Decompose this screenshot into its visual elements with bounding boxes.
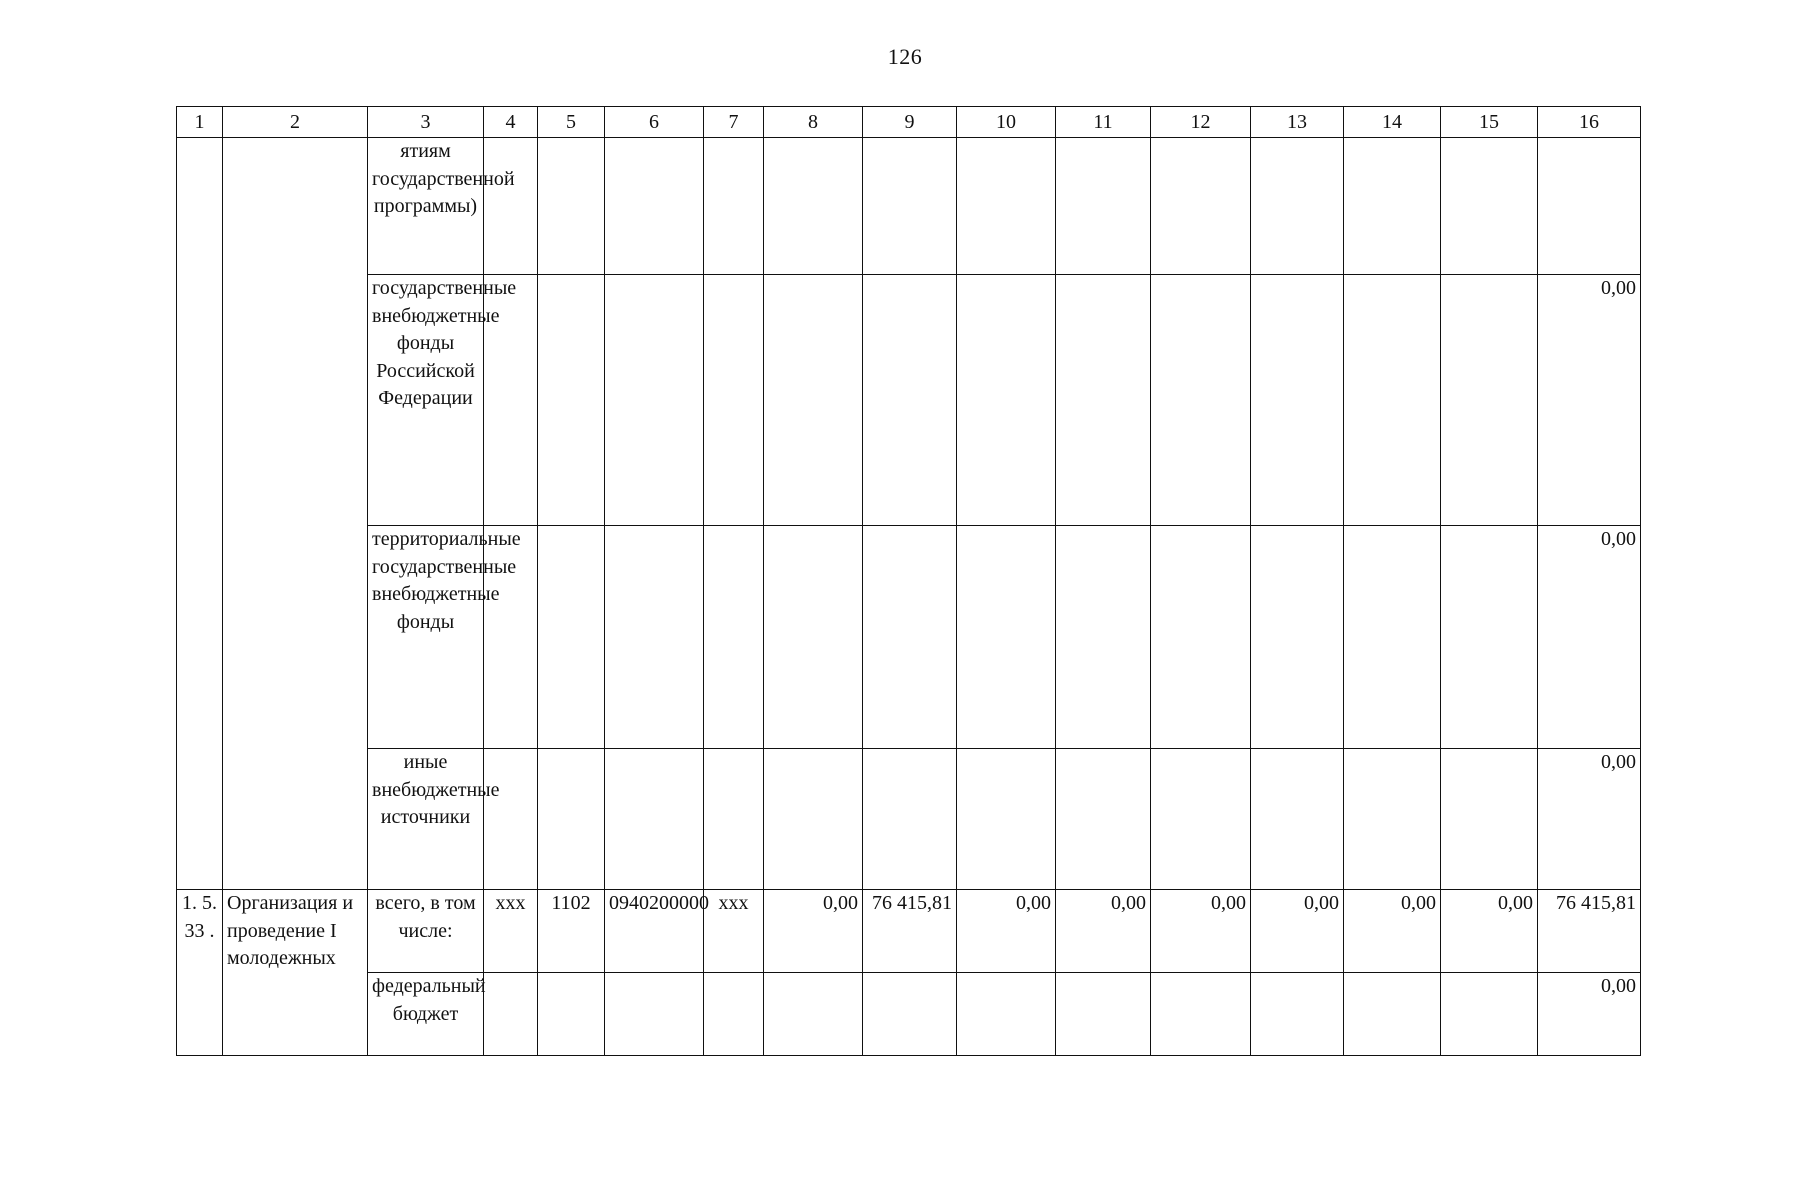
code-cell: 0940200000 [605, 890, 704, 973]
value-cell [1344, 749, 1441, 890]
value-cell: 0,00 [1151, 890, 1251, 973]
value-cell [1151, 749, 1251, 890]
value-cell [863, 749, 957, 890]
value-cell [484, 138, 538, 275]
budget-table [176, 106, 1641, 1056]
value-cell [538, 749, 605, 890]
value-cell [1151, 526, 1251, 749]
value-cell [538, 275, 605, 526]
value-cell [1344, 138, 1441, 275]
header-cell: 5 [538, 107, 605, 138]
value-cell [957, 138, 1056, 275]
value-cell: 0,00 [1441, 890, 1538, 973]
value-cell [538, 138, 605, 275]
value-cell [1441, 749, 1538, 890]
value-cell [1251, 275, 1344, 526]
value-cell [863, 138, 957, 275]
header-cell: 2 [223, 107, 368, 138]
header-cell: 14 [1344, 107, 1441, 138]
value-cell [957, 749, 1056, 890]
value-cell [1251, 749, 1344, 890]
header-cell: 1 [177, 107, 223, 138]
value-cell [1441, 275, 1538, 526]
code-cell: 1102 [538, 890, 605, 973]
total-cell: 0,00 [1538, 973, 1641, 1056]
table-row [177, 890, 1641, 973]
value-cell [957, 973, 1056, 1056]
value-cell: 76 415,81 [863, 890, 957, 973]
value-cell [764, 275, 863, 526]
value-cell [1056, 138, 1151, 275]
value-cell [764, 526, 863, 749]
row-number-cell [177, 138, 223, 890]
value-cell [704, 275, 764, 526]
table-row [177, 973, 1641, 1056]
funding-source-cell: территориальные государственные внебюджетные фонды [368, 526, 484, 749]
value-cell [1441, 526, 1538, 749]
value-cell [957, 275, 1056, 526]
value-cell [1151, 275, 1251, 526]
value-cell [1056, 749, 1151, 890]
item-name-cell [223, 138, 368, 890]
funding-source-cell: иные внебюджетные источники [368, 749, 484, 890]
value-cell: 0,00 [764, 890, 863, 973]
funding-source-cell: федеральный бюджет [368, 973, 484, 1056]
value-cell [1251, 138, 1344, 275]
header-cell: 10 [957, 107, 1056, 138]
header-cell: 9 [863, 107, 957, 138]
header-cell: 11 [1056, 107, 1151, 138]
value-cell [863, 526, 957, 749]
value-cell [538, 526, 605, 749]
header-cell: 13 [1251, 107, 1344, 138]
total-cell: 0,00 [1538, 275, 1641, 526]
funding-source-cell: государственные внебюджетные фонды Российской Федерации [368, 275, 484, 526]
value-cell [1441, 973, 1538, 1056]
value-cell [1251, 526, 1344, 749]
value-cell [1344, 275, 1441, 526]
code-cell: ххх [704, 890, 764, 973]
value-cell [1344, 526, 1441, 749]
value-cell: 0,00 [1251, 890, 1344, 973]
total-cell: 76 415,81 [1538, 890, 1641, 973]
item-name-cell: Организация и проведение I молодежных [223, 890, 368, 1056]
header-cell: 12 [1151, 107, 1251, 138]
header-cell: 7 [704, 107, 764, 138]
value-cell: 0,00 [1344, 890, 1441, 973]
table-row [177, 275, 1641, 526]
value-cell [1151, 973, 1251, 1056]
value-cell [484, 973, 538, 1056]
table-row [177, 749, 1641, 890]
header-cell: 3 [368, 107, 484, 138]
value-cell [1344, 973, 1441, 1056]
value-cell [1151, 138, 1251, 275]
value-cell [1056, 973, 1151, 1056]
value-cell [1251, 973, 1344, 1056]
value-cell [538, 973, 605, 1056]
code-cell: ххх [484, 890, 538, 973]
header-cell: 4 [484, 107, 538, 138]
header-cell: 16 [1538, 107, 1641, 138]
value-cell [764, 138, 863, 275]
value-cell [957, 526, 1056, 749]
value-cell [605, 275, 704, 526]
value-cell [605, 749, 704, 890]
row-number-cell: 1. 5. 33 . [177, 890, 223, 1056]
value-cell [704, 526, 764, 749]
value-cell [704, 749, 764, 890]
total-cell: 0,00 [1538, 526, 1641, 749]
page-number: 126 [887, 44, 923, 69]
table-row [177, 526, 1641, 749]
value-cell [704, 973, 764, 1056]
header-cell: 6 [605, 107, 704, 138]
value-cell [704, 138, 764, 275]
value-cell [863, 973, 957, 1056]
header-row [177, 107, 1641, 138]
total-cell: 0,00 [1538, 749, 1641, 890]
value-cell [1538, 138, 1641, 275]
value-cell [1056, 526, 1151, 749]
value-cell [1441, 138, 1538, 275]
value-cell [605, 138, 704, 275]
value-cell [605, 973, 704, 1056]
funding-source-cell: ятиям государственной программы) [368, 138, 484, 275]
value-cell [863, 275, 957, 526]
header-cell: 8 [764, 107, 863, 138]
value-cell: 0,00 [1056, 890, 1151, 973]
value-cell [605, 526, 704, 749]
value-cell: 0,00 [957, 890, 1056, 973]
table-row [177, 138, 1641, 275]
header-cell: 15 [1441, 107, 1538, 138]
value-cell [764, 973, 863, 1056]
funding-source-cell: всего, в том числе: [368, 890, 484, 973]
value-cell [1056, 275, 1151, 526]
value-cell [764, 749, 863, 890]
value-cell [484, 749, 538, 890]
